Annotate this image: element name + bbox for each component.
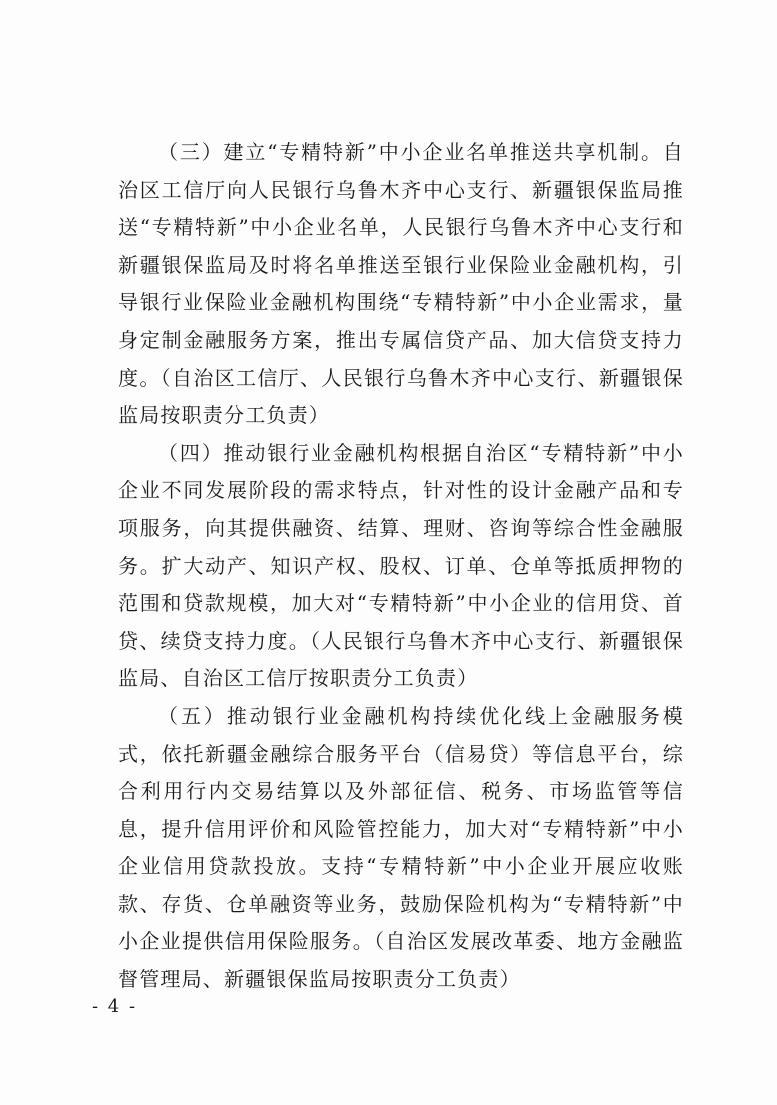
page-number: - 4 - — [92, 996, 138, 1017]
paragraph-3: （三）建立“专精特新”中小企业名单推送共享机制。自治区工信厅向人民银行乌鲁木齐中心支行、新疆银保监局推送“专精特新”中小企业名单，人民银行乌鲁木齐中心支行和新疆银保监局及时将名单推送至银行业保险业金融机构，引导银行业保险业金融机构围绕“专精特新”中小企业需求，量身定制金融服务方案，推出专属信贷产品、加大信贷支持力度。（自治区工信厅、人民银行乌鲁木齐中心支行、新疆银保监局按职责分工负责） — [118, 140, 684, 428]
document-body — [118, 134, 684, 999]
paragraph-5: （五）推动银行业金融机构持续优化线上金融服务模式，依托新疆金融综合服务平台（信易贷）等信息平台，综合利用行内交易结算以及外部征信、税务、市场监管等信息，提升信用评价和风险管控能力，加大对“专精特新”中小企业信用贷款投放。支持“专精特新”中小企业开展应收账款、存货、仓单融资等业务，鼓励保险机构为“专精特新”中小企业提供信用保险服务。（自治区发展改革委、地方金融监督管理局、新疆银保监局按职责分工负责） — [118, 703, 684, 992]
paragraph-4: （四）推动银行业金融机构根据自治区“专精特新”中小企业不同发展阶段的需求特点，针对性的设计金融产品和专项服务，向其提供融资、结算、理财、咨询等综合性金融服务。扩大动产、知识产权、股权、订单、仓单等抵质押物的范围和贷款规模，加大对“专精特新”中小企业的信用贷、首贷、续贷支持力度。（人民银行乌鲁木齐中心支行、新疆银保监局、自治区工信厅按职责分工负责） — [118, 440, 684, 691]
